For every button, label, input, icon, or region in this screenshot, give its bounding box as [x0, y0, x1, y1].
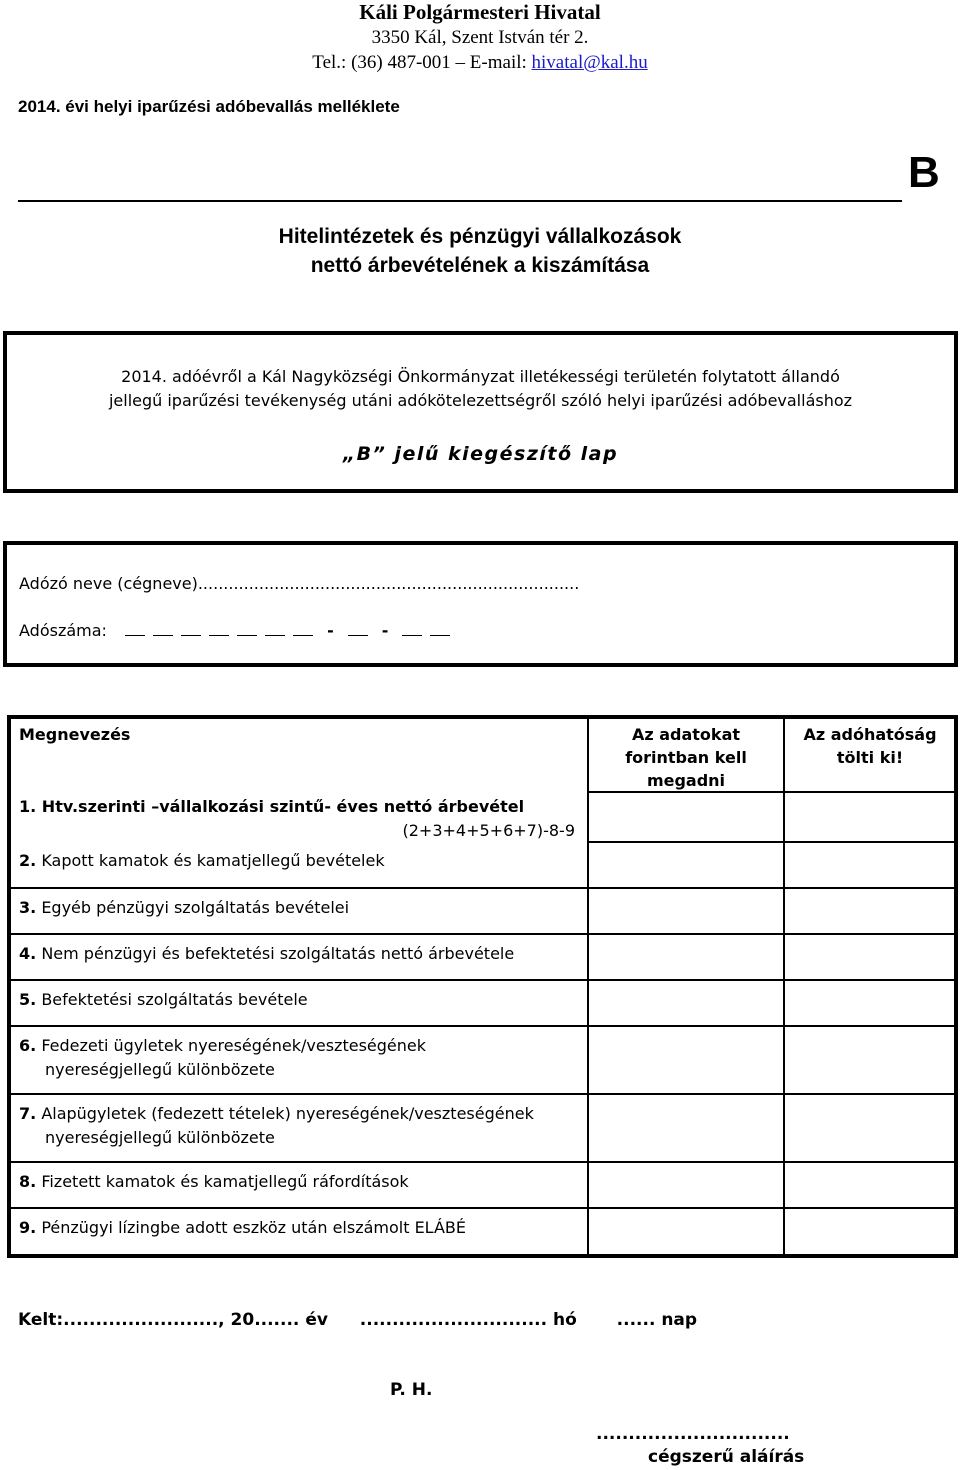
row-1-text: [19, 795, 579, 819]
row-separator: [11, 1161, 587, 1163]
cell-separator: [587, 1093, 955, 1095]
row-label: Befektetési szolgáltatás bevétele: [41, 990, 308, 1009]
row-separator: [11, 1025, 587, 1027]
stamp-placeholder: P. H.: [390, 1380, 433, 1400]
year-label: év: [305, 1310, 328, 1330]
taxpayer-name-label: Adózó neve (cégneve): [19, 574, 198, 593]
row-label: Kapott kamatok és kamatjellegű bevételek: [41, 851, 385, 870]
row-number: 5.: [19, 990, 37, 1009]
row-label: Fizetett kamatok és kamatjellegű ráfordítások: [41, 1172, 409, 1191]
row-separator: [11, 1207, 587, 1209]
place-field[interactable]: ........................, 20: [63, 1310, 255, 1330]
row-number: 9.: [19, 1218, 37, 1237]
table-row-3: [19, 896, 349, 920]
form-letter: B: [908, 148, 940, 197]
table-row-1: [19, 795, 579, 843]
table-row-8: [19, 1170, 409, 1194]
table-row-2: [19, 849, 385, 873]
cell-separator: [587, 1025, 955, 1027]
taxpayer-name-field[interactable]: ...........................................................................: [197, 574, 580, 593]
table-row-9: [19, 1216, 466, 1240]
email-link[interactable]: hivatal@kal.hu: [531, 52, 648, 73]
row-label: Alapügyletek (fedezett tételek) nyereségének/veszteségének: [41, 1104, 534, 1123]
row-number: 7.: [19, 1104, 37, 1123]
month-field[interactable]: .............................: [359, 1310, 548, 1330]
contact-prefix: Tel.: (36) 487-001 – E-mail:: [312, 52, 532, 73]
tax-number-field[interactable]: - -: [125, 621, 458, 640]
header-amount: [589, 723, 783, 792]
intro-text-line1: 2014. adóévről a Kál Nagyközségi Önkormányzat illetékességi területén folytatott állandó: [121, 367, 840, 386]
cell-separator: [587, 933, 955, 935]
cell-separator: [587, 841, 955, 843]
header-authority-line1: Az adóhatóság: [803, 725, 937, 744]
sheet-label: „B” jelű kiegészítő lap: [342, 443, 619, 465]
row-number: 3.: [19, 898, 37, 917]
day-label: nap: [661, 1310, 698, 1330]
row-label-cont: nyereségjellegű különbözete: [45, 1128, 275, 1147]
cell-separator: [587, 1161, 955, 1163]
row-label: Nem pénzügyi és befektetési szolgáltatás nettó árbevétele: [41, 944, 515, 963]
header-amount-line1: Az adatokat: [631, 725, 741, 744]
row-label: Pénzügyi lízingbe adott eszköz után elszámolt ELÁBÉ: [41, 1218, 466, 1237]
signature-field[interactable]: ..............................: [596, 1424, 790, 1444]
office-address: 3350 Kál, Szent István tér 2.: [371, 27, 589, 48]
day-field[interactable]: ......: [616, 1310, 656, 1330]
main-title-line1: Hitelintézetek és pénzügyi vállalkozások: [278, 225, 682, 248]
main-table: [7, 715, 958, 1258]
title-rule: [18, 200, 902, 202]
cell-separator: [587, 887, 955, 889]
date-line: [18, 1308, 697, 1332]
taxpayer-box: [3, 541, 958, 667]
header-authority-line2: tölti ki!: [836, 748, 904, 767]
row-1-formula: (2+3+4+5+6+7)-8-9: [402, 821, 575, 840]
row-separator: [11, 933, 587, 935]
column-divider-1: [587, 719, 589, 1254]
tax-number-row: [19, 620, 458, 642]
kelt-label: Kelt:: [18, 1310, 64, 1330]
row-number: 6.: [19, 1036, 37, 1055]
row-number: 8.: [19, 1172, 37, 1191]
row-number: 4.: [19, 944, 37, 963]
table-row-5: [19, 988, 308, 1012]
signature-label: cégszerű aláírás: [648, 1447, 805, 1467]
table-row-4: [19, 942, 514, 966]
year-field[interactable]: .......: [254, 1310, 300, 1330]
row-number: 1.: [19, 797, 37, 816]
month-label: hó: [553, 1310, 577, 1330]
table-row-7: [19, 1102, 534, 1150]
header-amount-line2: forintban kell: [625, 748, 747, 767]
annex-title: 2014. évi helyi iparűzési adóbevallás melléklete: [18, 97, 400, 116]
office-contact: [250, 51, 710, 75]
row-label: Egyéb pénzügyi szolgáltatás bevételei: [41, 898, 350, 917]
header-name: Megnevezés: [19, 725, 131, 744]
cell-separator: [587, 791, 955, 793]
row-label-cont: nyereségjellegű különbözete: [45, 1060, 275, 1079]
table-row-6: [19, 1034, 426, 1082]
row-label: Fedezeti ügyletek nyereségének/veszteségének: [41, 1036, 426, 1055]
column-divider-2: [783, 719, 785, 1254]
header-authority: [785, 723, 955, 769]
main-title-line2: nettó árbevételének a kiszámítása: [310, 254, 650, 277]
intro-text-line2: jellegű iparűzési tevékenység utáni adókötelezettségről szóló helyi iparűzési adóbevalláshoz: [108, 391, 853, 410]
office-name: Káli Polgármesteri Hivatal: [359, 0, 601, 24]
cell-separator: [587, 1207, 955, 1209]
row-number: 2.: [19, 851, 37, 870]
tax-number-label: Adószáma:: [19, 621, 107, 640]
header-amount-line3: megadni: [646, 771, 726, 790]
intro-box: [3, 331, 958, 493]
row-separator: [11, 1093, 587, 1095]
row-separator: [11, 979, 587, 981]
taxpayer-name-row: [19, 573, 579, 595]
row-label: Htv.szerinti –vállalkozási szintű- éves nettó árbevétel: [41, 797, 525, 816]
cell-separator: [587, 979, 955, 981]
row-separator: [11, 887, 587, 889]
